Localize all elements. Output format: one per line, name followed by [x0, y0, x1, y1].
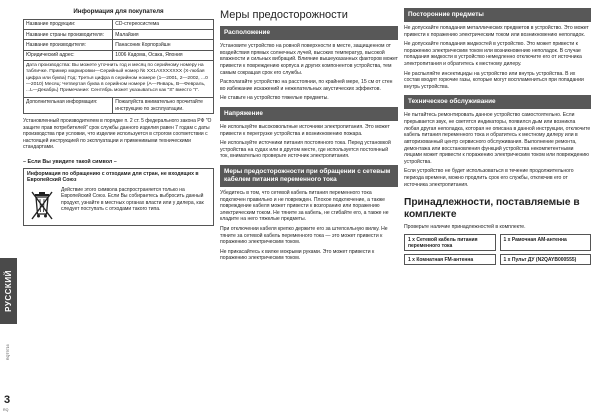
table-cell: Дополнительная информация: [24, 98, 113, 114]
paragraph: Не распыляйте инсектициды на устройство или внутрь устройства. В их состав входят горючие газы, которые могут воспламениться при попадании внутрь устройства. [404, 70, 584, 90]
table-cell: Пожалуйста внимательно прочитайте инструкцию по эксплуатации. [113, 98, 214, 114]
buyer-info-title: Информация для покупателя [73, 8, 164, 15]
disposal-box [23, 168, 214, 226]
accessory-qty: 1 x [503, 236, 511, 243]
paragraph: Не допускайте попадания жидкостей в устройство. Это может привести к поражению электрическим током или возникновению неполадок. В случае попадания жидкости в устройство немедленно отключите его от источника электропитания и обратитесь к местному дилеру. [404, 41, 582, 68]
section-heading-power-cord: Меры предосторожности при обращении с сетевым кабелем питания переменного тока [220, 165, 398, 187]
paragraph: Не допускайте попадания металлических предметов в устройство. Это может привести к поражению электрическим током или возникновению неполадок. [404, 25, 589, 38]
doc-code: RQT9716 [6, 344, 10, 360]
table-row [24, 98, 214, 114]
table-row [24, 30, 214, 40]
paragraph: Убедитесь в том, что сетевой кабель питания переменного тока подключен правильно и не поврежден. Плохое подключение, а также повреждение кабеля может привести к возгоранию или поражению электрическим током. Не тяните за кабель, не сгибайте его, а также не кладите на него тяжелые предметы. [220, 190, 389, 223]
precautions-column [220, 8, 398, 262]
section-heading-placement: Расположение [220, 26, 398, 40]
disposal-heading: – Если Вы увидите такой символ – [23, 158, 117, 165]
accessory-name: Комнатная FM-антенна [416, 256, 474, 263]
paragraph: При отключении кабеля крепко держите его за штепсельную вилку. Не тяните за сетевой кабель переменного тока — это может привести к поражению электрическим током. [220, 226, 388, 246]
table-cell: Юридический адрес: [24, 50, 113, 60]
production-date-note: Дата производства: Вы можете уточнить год и месяц по серийному номеру на табличке. Пример маркировки—Серийный номер № XX1AXXXXXXX (X-любая цифра или буква) Год: Третья цифра в серийном номере (1—2001, 2—2002, ...0—2010) Месяц: Четвертая буква в серийном номере (A—Январь, B—Февраль, ...L—Декабрь) Примечание: Сентябрь может указываться как "S" вместо "I". [23, 61, 214, 98]
crossed-bin-icon [27, 187, 57, 223]
section-heading-maintenance: Техническое обслуживание [404, 95, 591, 109]
additional-info-table [23, 98, 214, 115]
table-cell: Панасоник Корпорэйшн [113, 40, 214, 50]
table-row [24, 40, 214, 50]
table-row [24, 19, 214, 29]
accessories-list [404, 234, 591, 265]
language-label: РУССКИЙ [3, 270, 13, 312]
accessories-intro: Проверьте наличие принадлежностей в комплекте. [404, 223, 526, 230]
accessory-qty: 1 x [503, 256, 511, 263]
accessory-name: Пульт ДУ (N2QAYB000555) [511, 256, 577, 263]
section-heading-foreign-objects: Посторонние предметы [404, 8, 591, 22]
page-title: Меры предосторожности [220, 9, 348, 21]
paragraph: Располагайте устройство на расстоянии, по крайней мере, 15 см от стен во избежание искажений и нежелательных акустических эффектов. [220, 79, 393, 92]
list-item [404, 254, 496, 265]
buyer-info-table [23, 19, 214, 61]
accessory-name: Рамочная АМ-антенна [511, 236, 567, 243]
paragraph: Не используйте источники питания постоянного тока. Перед установкой устройства на судах или в другом месте, где используется постоянный ток, внимательно проверьте источник электропитания. [220, 140, 391, 160]
section-heading-voltage: Напряжение [220, 107, 398, 121]
table-cell: Название страны производителя: [24, 30, 113, 40]
paragraph: Не ставьте на устройство тяжелые предметы. [220, 95, 329, 102]
table-cell: Малайзия [113, 30, 214, 40]
paragraph: Не пытайтесь ремонтировать данное устройство самостоятельно. Если прерывается звук, не светятся индикаторы, появился дым или возникла любая другая неполадка, которая не описана в данной инструкции, отключите кабель питания переменного тока и обратитесь к местному дилеру или в авторизованный центр сервисного обслуживания. Выполнение ремонта, демонтажа или восстановления функций устройства некомпетентными лицами может привести к поражению электрическим током или повреждению устройства. [404, 112, 591, 165]
table-cell: 1006 Кадома, Осака, Япония [113, 50, 214, 60]
language-tab [0, 258, 17, 324]
disposal-text: Действие этого символа распространяется только на Европейский Союз. Если Вы собираетесь выбросить данный продукт, узнайте в местных органах власти или у дилера, как следует поступать с отходами такого типа. [61, 186, 204, 213]
buyer-info-column [23, 8, 214, 226]
page-code: RQ [3, 408, 9, 412]
accessory-qty: 1 x [408, 236, 415, 243]
paragraph: Не прикасайтесь к вилке мокрыми руками. Это может привести к поражению электрическим током. [220, 248, 375, 262]
table-cell: Название производителя: [24, 40, 113, 50]
accessories-title: Принадлежности, поставляемые в комплекте [404, 197, 580, 220]
paragraph: Установите устройство на ровной поверхности в месте, защищенном от воздействия прямых солнечных лучей, высоких температур, высокой влажности и сильных вибраций. Влияние вышеуказанных факторов может привести к повреждению корпуса и других компонентов устройства, тем самым сокращая срок его службы. [220, 43, 398, 76]
page-number: 3 [4, 394, 11, 406]
table-cell: CD-стереосистема [113, 19, 214, 29]
accessory-qty: 1 x [408, 256, 415, 263]
list-item [500, 234, 592, 251]
list-item [500, 254, 592, 265]
table-cell: Название продукции: [24, 19, 113, 29]
paragraph: Если устройство не будет использоваться в течение продолжительного периода времени, можно продлить срок его службы, отключив его от источника электропитания. [404, 168, 574, 188]
accessory-name: Сетевой кабель питания переменного тока [408, 236, 478, 249]
disposal-title: Информация по обращению с отходами для стран, не входящих в Европейский Союз [27, 170, 199, 184]
table-row [24, 50, 214, 60]
service-life-text: Установленный производителем в порядке п. 2 ст. 5 федерального закона РФ "О защите прав потребителей" срок службы данного изделия равен 7 годам с даты производства при условии, что изделие используется в строгом соответствии с настоящей инструкцией по эксплуатации и применимыми техническими стандартами. [23, 118, 212, 151]
right-column [404, 8, 591, 265]
list-item [404, 234, 496, 251]
paragraph: Не используйте высоковольтные источники электропитания. Это может привести к перегрузке устройства и возникновению пожара. [220, 123, 390, 137]
